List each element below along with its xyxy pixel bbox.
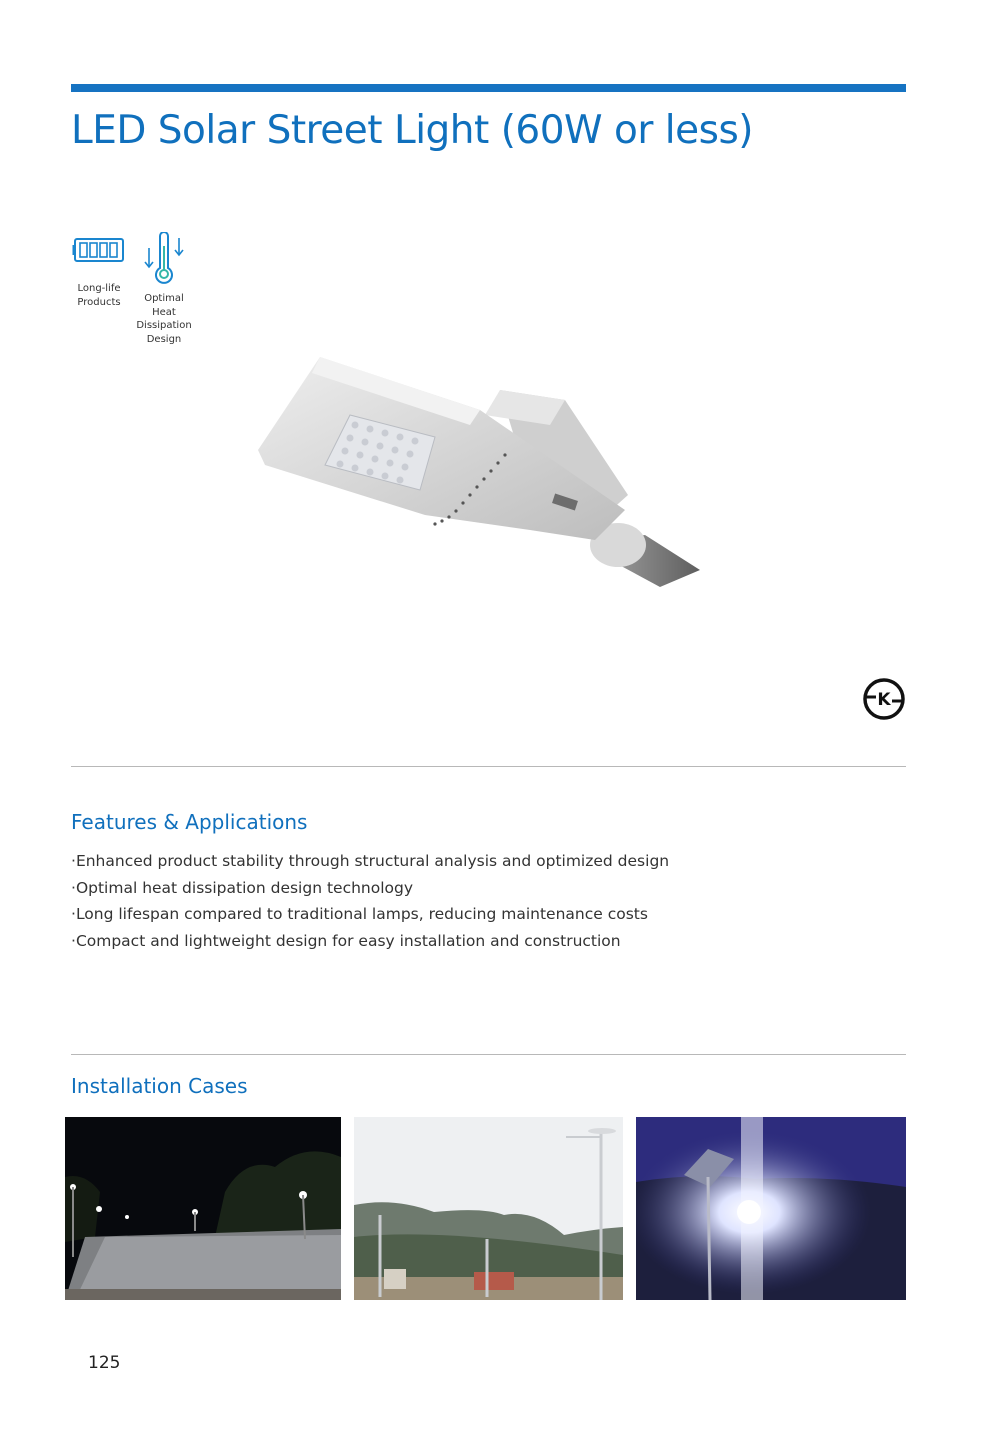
page-title: LED Solar Street Light (60W or less) xyxy=(71,108,753,153)
section-divider xyxy=(71,766,906,767)
solar-panel-light-photo xyxy=(636,1117,906,1300)
features-heading: Features & Applications xyxy=(71,810,308,834)
installation-heading: Installation Cases xyxy=(71,1074,248,1098)
daytime-street-light-photo xyxy=(354,1117,623,1300)
feature-long-life-label: Long-life Products xyxy=(77,283,121,308)
ks-certification-mark xyxy=(862,677,906,721)
feature-heat-dissipation xyxy=(132,232,196,346)
thermometer-icon xyxy=(141,232,187,286)
list-item: · Compact and lightweight design for easy installation and construction xyxy=(71,928,669,955)
list-item: · Enhanced product stability through structural analysis and optimized design xyxy=(71,848,669,875)
battery-icon xyxy=(72,236,126,264)
led-street-light-fixture xyxy=(250,345,710,595)
header-rule xyxy=(71,84,906,92)
feature-list xyxy=(71,848,669,954)
section-divider xyxy=(71,1054,906,1055)
page-number: 125 xyxy=(88,1353,121,1373)
feature-heat-dissipation-label: Optimal Heat Dissipation Design xyxy=(136,293,192,345)
feature-long-life xyxy=(66,236,132,309)
list-item: · Optimal heat dissipation design technology xyxy=(71,875,669,902)
list-item: · Long lifespan compared to traditional lamps, reducing maintenance costs xyxy=(71,901,669,928)
svg-text:K: K xyxy=(877,690,891,710)
night-road-photo xyxy=(65,1117,341,1300)
